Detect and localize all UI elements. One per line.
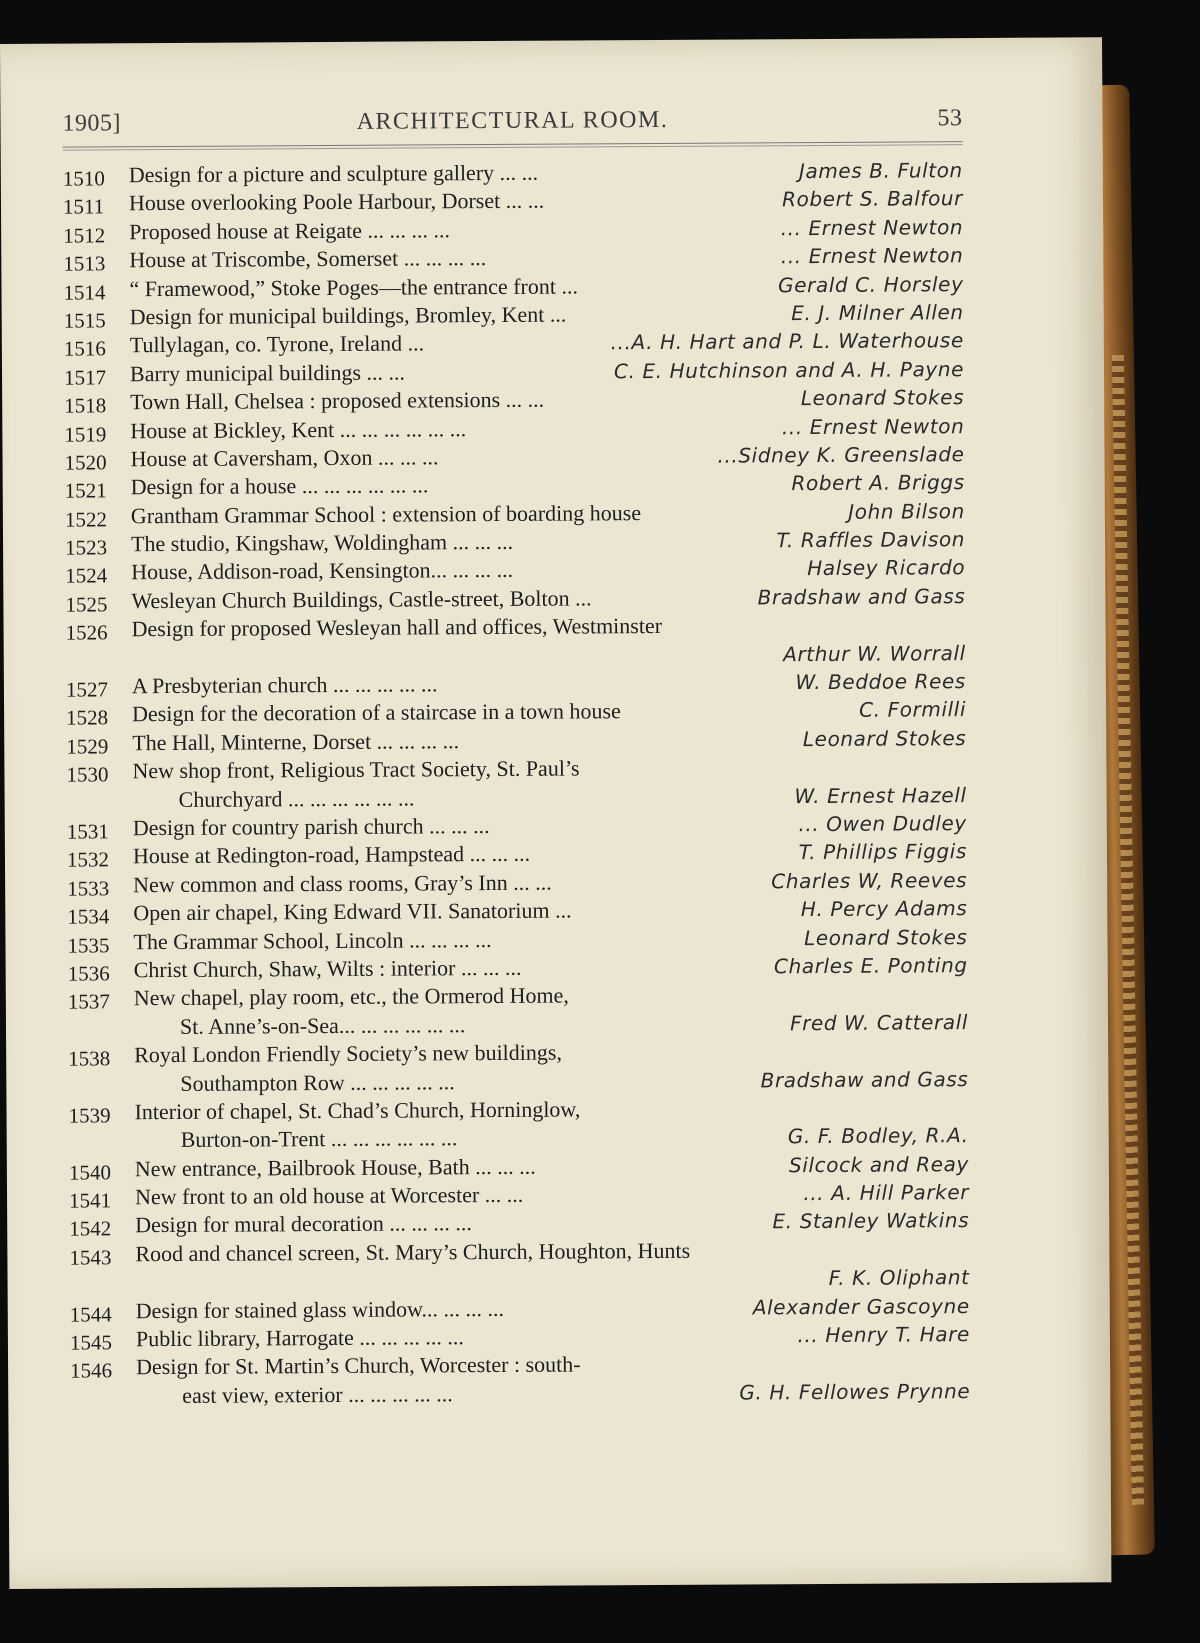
entry-description: New shop front, Religious Tract Society, St. Paul’s xyxy=(132,755,580,784)
entry-line xyxy=(70,1377,970,1411)
entry-description: Design for a picture and sculpture gallery ... ... xyxy=(128,159,539,188)
entry-number: 1528 xyxy=(66,705,109,731)
entry-architect: James B. Fulton xyxy=(798,158,963,184)
entry-description: Design for stained glass window... ... ... ... xyxy=(135,1295,505,1323)
entry-description: east view, exterior ... ... ... ... ... xyxy=(182,1381,453,1408)
entry-number: 1523 xyxy=(65,535,108,560)
entry-architect: Leonard Stokes xyxy=(800,385,965,411)
entry-number: 1535 xyxy=(67,932,110,958)
entry-number: 1527 xyxy=(65,677,109,702)
entry-architect: C. E. Hutchinson and A. H. Payne xyxy=(613,356,965,383)
entry-description: House, Addison-road, Kensington... ... ... ... xyxy=(131,557,514,585)
entry-number: 1536 xyxy=(67,961,110,986)
entry-description: House overlooking Poole Harbour, Dorset ... ... xyxy=(128,188,545,216)
entry-architect: ... Ernest Newton xyxy=(780,214,964,241)
entry-number: 1538 xyxy=(68,1046,111,1071)
entry-architect: Bradshaw and Gass xyxy=(760,1066,969,1092)
entry-architect: T. Raffles Davison xyxy=(776,527,966,553)
entry-architect: W. Beddoe Rees xyxy=(795,669,966,695)
entry-architect: Arthur W. Worrall xyxy=(783,640,966,666)
catalogue-entry xyxy=(70,1349,970,1411)
entry-number: 1539 xyxy=(68,1103,111,1128)
catalogue-entry xyxy=(68,1036,968,1098)
entry-number: 1512 xyxy=(63,223,106,248)
entry-number: 1541 xyxy=(68,1188,112,1213)
entry-architect: Halsey Ricardo xyxy=(807,555,966,581)
entry-description: House at Bickley, Kent ... ... ... ... ... ... xyxy=(130,415,467,443)
entry-description: Design for the decoration of a staircase in a town house xyxy=(132,698,621,727)
entry-description: Proposed house at Reigate ... ... ... ... xyxy=(129,217,451,244)
entry-number: 1510 xyxy=(62,166,105,191)
entry-description: The Grammar School, Lincoln ... ... ... ... xyxy=(133,926,492,954)
entry-description: Royal London Friendly Society’s new buildings, xyxy=(134,1039,563,1068)
entry-description: New entrance, Bailbrook House, Bath ... ... ... xyxy=(134,1153,536,1181)
entry-description: Christ Church, Shaw, Wilts : interior ... ... ... xyxy=(133,954,522,983)
entry-number: 1514 xyxy=(63,279,106,305)
entry-architect: H. Percy Adams xyxy=(800,896,968,922)
entry-architect: E. Stanley Watkins xyxy=(772,1208,970,1234)
entry-architect: Leonard Stokes xyxy=(804,924,968,950)
entry-description: Wesleyan Church Buildings, Castle-street, Bolton ... xyxy=(131,585,592,614)
entry-number: 1520 xyxy=(64,450,107,475)
entry-number: 1521 xyxy=(64,478,107,503)
entry-description: Interior of chapel, St. Chad’s Church, Horninglow, xyxy=(134,1096,581,1125)
entry-description: Town Hall, Chelsea : proposed extensions ... ... xyxy=(130,386,545,415)
entry-description: Tullylagan, co. Tyrone, Ireland ... xyxy=(129,330,425,358)
entry-number: 1544 xyxy=(69,1301,112,1327)
catalogue-entry xyxy=(68,979,968,1041)
entry-description: The Hall, Minterne, Dorset ... ... ... ... xyxy=(132,728,460,756)
entry-description: Public library, Harrogate ... ... ... ... ... xyxy=(135,1324,464,1352)
entry-number: 1540 xyxy=(68,1160,111,1185)
entry-number: 1517 xyxy=(63,365,107,390)
entry-architect: Robert S. Balfour xyxy=(782,186,964,212)
entry-description: Barry municipal buildings ... ... xyxy=(129,359,406,386)
page-number: 53 xyxy=(937,105,963,132)
entry-architect: C. Formilli xyxy=(859,697,967,723)
entry-architect: ... Henry T. Hare xyxy=(797,1322,970,1348)
entry-number: 1522 xyxy=(64,507,107,532)
entry-number: 1524 xyxy=(65,563,108,589)
entry-architect: Charles W, Reeves xyxy=(771,867,968,894)
entry-architect: Robert A. Briggs xyxy=(791,470,965,496)
entry-architect: G. F. Bodley, R.A. xyxy=(787,1123,969,1149)
entry-description: New chapel, play room, etc., the Ormerod Home, xyxy=(133,982,569,1011)
entry-architect: Alexander Gascoyne xyxy=(752,1293,970,1320)
entry-number: 1525 xyxy=(65,592,108,617)
entry-description: Design for mural decoration ... ... ... ... xyxy=(135,1210,472,1238)
entry-architect: E. J. Milner Allen xyxy=(791,300,964,326)
entry-number: 1518 xyxy=(64,393,107,418)
entry-architect: Bradshaw and Gass xyxy=(757,583,966,610)
entry-description: Design for municipal buildings, Bromley, Kent ... xyxy=(129,301,567,330)
entry-number: 1532 xyxy=(66,847,110,872)
entry-number: 1513 xyxy=(63,251,106,276)
catalogue-entry xyxy=(68,1093,968,1155)
entry-number: 1537 xyxy=(67,989,110,1014)
book-page xyxy=(0,37,1111,1589)
header-year: 1905] xyxy=(62,110,122,137)
entry-description: House at Triscombe, Somerset ... ... ... ... xyxy=(129,245,487,273)
entry-architect: F. K. Oliphant xyxy=(828,1265,970,1291)
entry-architect: ... Owen Dudley xyxy=(798,811,967,837)
catalogue-entry xyxy=(69,1235,969,1297)
entry-number: 1534 xyxy=(67,904,110,929)
entry-description: The studio, Kingshaw, Woldingham ... ... ... xyxy=(130,528,514,557)
entry-description: Design for proposed Wesleyan hall and offices, Westminster xyxy=(131,613,663,642)
entry-description: Open air chapel, King Edward VII. Sanatorium ... xyxy=(133,897,572,926)
catalogue-entry xyxy=(66,752,966,814)
entry-description: Burton-on-Trent ... ... ... ... ... ... xyxy=(180,1125,458,1153)
entry-description: Grantham Grammar School : extension of boarding house xyxy=(130,499,642,528)
entry-description: New front to an old house at Worcester ... ... xyxy=(134,1181,524,1210)
entry-description: House at Caversham, Oxon ... ... ... xyxy=(130,444,439,472)
entry-number: 1511 xyxy=(62,194,105,220)
entry-architect: Silcock and Reay xyxy=(788,1151,969,1177)
entry-number: 1519 xyxy=(64,421,107,447)
entry-architect: ...A. H. Hart and P. L. Waterhouse xyxy=(610,328,964,355)
entry-architect: Gerald C. Horsley xyxy=(778,271,964,297)
entry-description: Design for country parish church ... ... ... xyxy=(132,813,490,841)
entry-number: 1542 xyxy=(69,1216,112,1242)
entry-description: A Presbyterian church ... ... ... ... ... xyxy=(131,671,438,699)
catalogue-list xyxy=(63,156,971,1411)
entry-architect: John Bilson xyxy=(848,498,965,524)
entry-number: 1533 xyxy=(67,876,110,901)
entry-number: 1545 xyxy=(69,1330,113,1355)
entry-number: 1543 xyxy=(69,1245,112,1270)
entry-description: House at Redington-road, Hampstead ... ... ... xyxy=(132,841,531,869)
entry-architect: ... Ernest Newton xyxy=(780,243,964,269)
entry-number: 1515 xyxy=(63,308,106,333)
entry-architect: ...Sidney K. Greenslade xyxy=(717,442,965,468)
entry-description: Design for St. Martin’s Church, Worcester : south- xyxy=(136,1351,581,1380)
entry-description: Rood and chancel screen, St. Mary’s Church, Houghton, Hunts xyxy=(135,1237,691,1267)
entry-number: 1516 xyxy=(63,336,106,361)
entry-architect: W. Ernest Hazell xyxy=(794,782,967,808)
entry-architect: G. H. Fellowes Prynne xyxy=(739,1378,971,1405)
entry-description: “ Framewood,” Stoke Poges—the entrance front ... xyxy=(129,273,579,301)
entry-description: St. Anne’s-on-Sea... ... ... ... ... ... xyxy=(179,1011,466,1039)
entry-number: 1530 xyxy=(66,762,109,787)
catalogue-entry xyxy=(65,610,965,672)
entry-number: 1529 xyxy=(66,734,109,759)
entry-description: New common and class rooms, Gray’s Inn ... ... xyxy=(133,869,552,897)
entry-architect: Fred W. Catterall xyxy=(789,1009,969,1035)
entry-architect: ... Ernest Newton xyxy=(781,413,965,439)
entry-number: 1526 xyxy=(65,620,108,645)
entry-description: Design for a house ... ... ... ... ... ... xyxy=(130,472,429,500)
entry-number: 1531 xyxy=(66,819,109,844)
entry-number: 1546 xyxy=(70,1358,113,1384)
header-title: ARCHITECTURAL ROOM. xyxy=(356,106,669,135)
entry-architect: Charles E. Ponting xyxy=(773,953,968,979)
entry-description: Southampton Row ... ... ... ... ... xyxy=(180,1068,455,1096)
entry-architect: T. Phillips Figgis xyxy=(798,839,968,865)
entry-description: Churchyard ... ... ... ... ... ... xyxy=(178,785,415,812)
entry-architect: ... A. Hill Parker xyxy=(803,1180,970,1206)
entry-architect: Leonard Stokes xyxy=(802,725,967,751)
